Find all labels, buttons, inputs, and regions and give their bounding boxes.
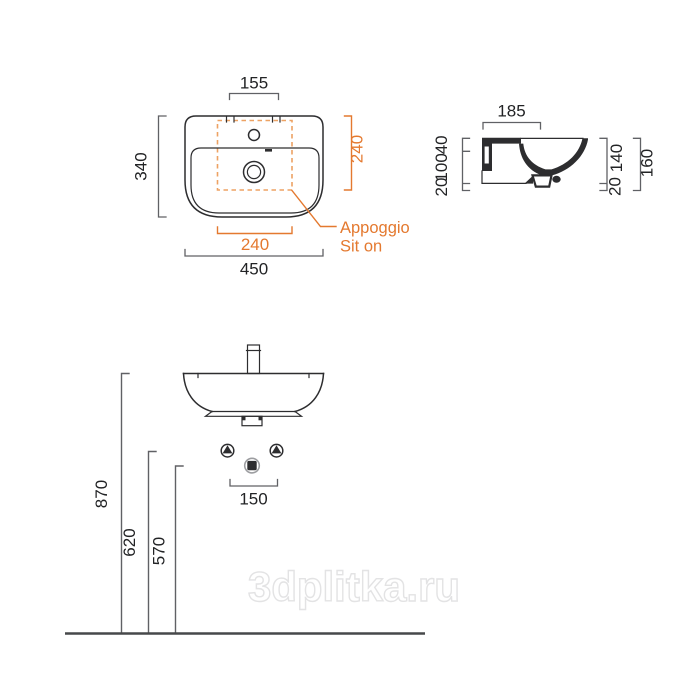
plan-outer-rim	[185, 116, 323, 217]
dim-back-bracket	[463, 138, 470, 190]
overflow-slot	[265, 149, 272, 152]
supply-triangle-right	[272, 445, 282, 453]
height-line-570	[176, 466, 184, 633]
dim-340-bracket	[159, 116, 167, 217]
section-waste-outlet	[533, 175, 552, 186]
waste-square	[247, 461, 256, 470]
dim-185-bracket	[483, 123, 541, 130]
section-waste-wedge	[525, 176, 534, 184]
section-back-slot	[485, 147, 489, 164]
dim-570-label: 570	[149, 536, 169, 566]
front-bottom-lip	[206, 412, 302, 417]
front-right-curve	[295, 374, 324, 412]
dim-150-label: 150	[239, 489, 268, 509]
supply-triangle-left	[223, 445, 233, 453]
section-bowl-wall	[519, 138, 588, 175]
dim-150-bracket	[230, 480, 278, 487]
tap-hole	[249, 130, 260, 141]
drain-inner	[247, 165, 260, 178]
dim-160-label: 160	[637, 148, 657, 178]
callout-line1: Appoggio	[340, 219, 410, 237]
dim-240-width-bracket	[218, 227, 293, 234]
dim-450-label: 450	[239, 259, 269, 279]
waste-cover-notch-left	[242, 416, 246, 420]
watermark-text: 3dplitka.ru	[248, 563, 460, 610]
dim-20-back-label: 20	[432, 177, 451, 197]
dim-155-bracket	[230, 94, 279, 100]
faucet-stub	[248, 345, 260, 374]
dim-155-label: 155	[239, 73, 269, 93]
front-left-curve	[184, 374, 213, 412]
dim-20-front-label: 20	[605, 177, 625, 196]
drain-outer	[244, 162, 265, 183]
section-body-outline	[482, 171, 526, 183]
waste-cover-notch-right	[259, 416, 263, 420]
dim-100-label: 100	[432, 153, 451, 182]
section-waste-blob	[552, 176, 560, 183]
dim-240-depth-label: 240	[347, 134, 367, 164]
height-line-870	[122, 374, 130, 634]
dim-185-label: 185	[497, 101, 526, 121]
dim-240-width-label: 240	[240, 235, 270, 254]
plan-view	[132, 74, 410, 279]
side-view	[432, 102, 657, 197]
callout-line2: Sit on	[340, 237, 383, 256]
dim-140-label: 140	[607, 143, 626, 173]
sit-on-dashed-area	[218, 121, 293, 191]
dim-620-label: 620	[120, 528, 139, 557]
dim-40-label: 40	[432, 135, 451, 155]
dim-340-label: 340	[131, 152, 151, 181]
dim-870-label: 870	[92, 479, 111, 509]
plan-inner-basin	[191, 148, 319, 213]
